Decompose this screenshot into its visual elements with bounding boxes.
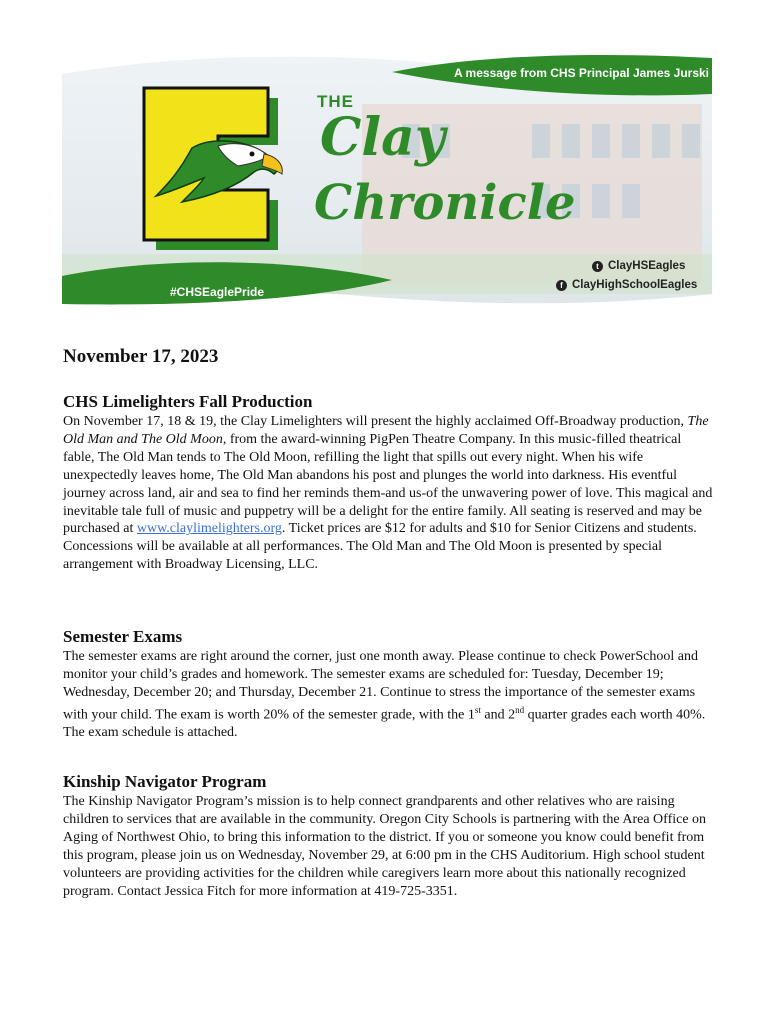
section-heading: CHS Limelighters Fall Production: [63, 392, 313, 411]
section-semester-exams: [63, 627, 713, 742]
facebook-handle: [556, 279, 697, 291]
title-the: THE: [317, 92, 354, 111]
body-text: quarter grades each worth 40%. The exam schedule is attached.: [63, 707, 706, 741]
section-body: [63, 648, 713, 742]
title-chronicle: Chronicle: [314, 175, 576, 231]
twitter-handle: [592, 260, 685, 272]
twitter-icon: t: [592, 261, 603, 272]
section-kinship-navigator: [63, 772, 713, 900]
facebook-icon: f: [556, 280, 567, 291]
ordinal-suffix: nd: [515, 704, 525, 715]
principal-message-label: A message from CHS Principal James Jurski: [454, 66, 709, 80]
section-heading: Kinship Navigator Program: [63, 772, 267, 791]
newsletter-banner: [62, 44, 712, 314]
section-body: [63, 413, 713, 574]
hashtag-label: #CHSEaglePride: [170, 285, 265, 299]
tickets-link[interactable]: www.claylimelighters.org: [136, 521, 282, 537]
facebook-handle-text: ClayHighSchoolEagles: [572, 279, 698, 291]
body-text: and 2: [480, 707, 516, 723]
section-limelighters: [63, 392, 713, 574]
body-text: On November 17, 18 & 19, the Clay Limelighters will present the highly acclaimed Off-Broadway production,: [63, 414, 688, 429]
body-text: , from the award-winning PigPen Theatre Company. In this music-filled theatrical fable, The Old Man tends to The Old Moon, refilling the light that spills out every night. When his wife unexpectedly leaves home, The Old Man abandons his post and plunges the world into darkness. His eventful journey across land, air and sea to find her reminds them-and us-of the unwavering power of love. This magical and inevitable tale full of music and puppetry will be a delight for the entire family. All seating is reserved and may be purchased at: [63, 431, 713, 537]
section-heading: Semester Exams: [63, 627, 183, 646]
section-body: [63, 793, 713, 900]
body-text: The Kinship Navigator Program’s mission is to help connect grandparents and other relatives who are raising children to services that are available in the community. Oregon City Schools is partnering with the Area Office on Aging of Northwest Ohio, to bring this information to the district. If you or someone you know could benefit from this program, please join us on Wednesday, November 29, at 6:00 pm in the CHS Auditorium. High school student volunteers are providing activities for the children while caregivers learn more about this nationally recognized program. Contact Jessica Fitch for more information at 419-725-3351.: [63, 794, 707, 899]
ordinal-suffix: st: [474, 704, 481, 715]
twitter-handle-text: ClayHSEagles: [608, 260, 686, 272]
title-clay: Clay: [320, 107, 446, 168]
body-text: . Ticket prices are $12 for adults and $10 for Senior Citizens and students. Concessions will be available at all performances. The Old Man and The Old Moon is presented by special arrangement with Broadway Licensing, LLC.: [63, 521, 697, 573]
body-text: The semester exams are right around the corner, just one month away. Please continue to check PowerSchool and monitor your child’s grades and homework. The semester exams are scheduled for: Tuesday, December 19; Wednesday, December 20; and Thursday, December 21. Continue to stress the importance of the semester exams with your child. The exam is worth 20% of the semester grade, with the 1: [63, 649, 698, 723]
play-title: The Old Man and The Old Moon: [63, 414, 709, 447]
newsletter-date: November 17, 2023: [63, 346, 219, 367]
